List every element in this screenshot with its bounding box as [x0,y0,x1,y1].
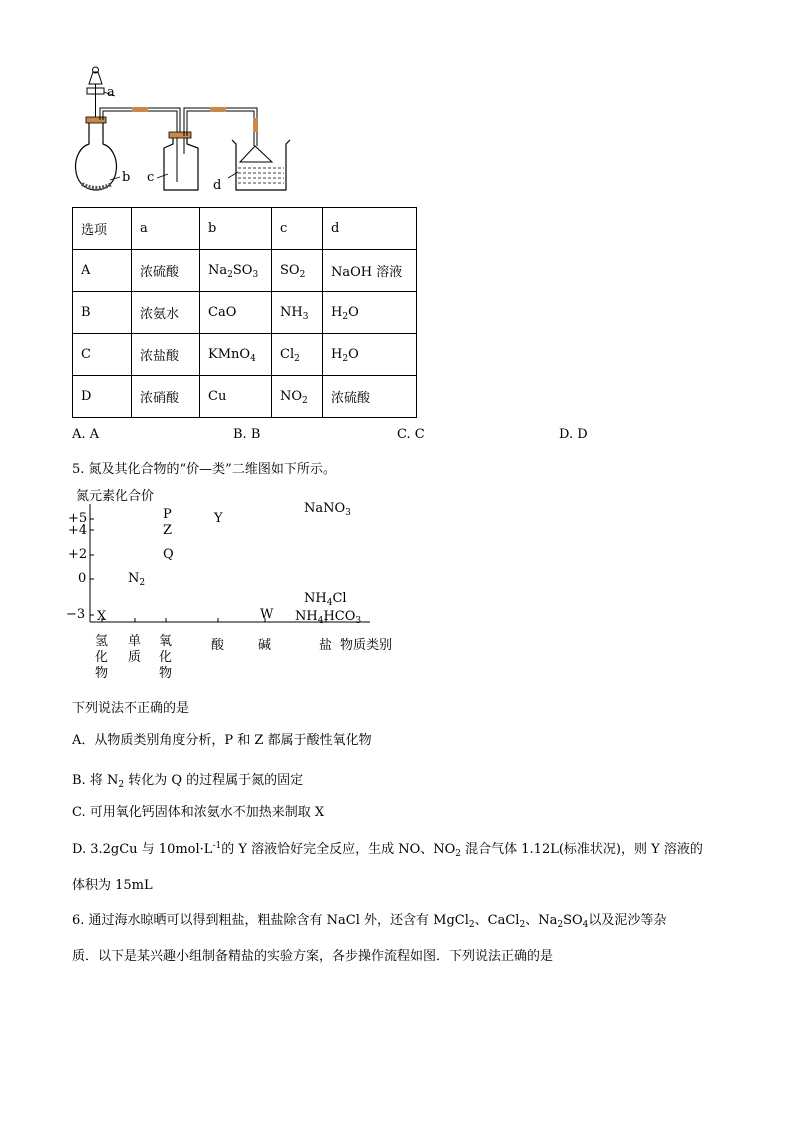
table-header-cell: a [132,208,200,250]
ytick-label: +5 [68,511,88,526]
table-cell: 浓硫酸 [323,376,417,418]
label-a: a [107,85,115,100]
label-c: c [147,170,155,185]
table-header-row [73,208,417,250]
point-label-nh4cl: $NH_4Cl$ [304,591,347,608]
table-cell: 浓硝酸 [132,376,200,418]
point-label-q: Q [163,547,174,562]
point-label-x: X [97,609,107,624]
q5-option-d-line1[interactable]: D. 3.2gCu 与 $10mol\cdot L^{-1}$的 Y 溶液恰好完全反应，生成 NO、$NO_2$ 混合气体 1.12L(标准状况)，则 Y 溶液的 [72,841,703,859]
table-cell: NaOH 溶液 [323,250,417,292]
table-row [73,334,417,376]
options-table [72,207,417,418]
table-cell: 浓硫酸 [132,250,200,292]
table-cell: $NH_3$ [272,292,323,334]
xcat-label: 氢化物 [95,634,109,681]
point-label-z: Z [163,523,173,538]
table-cell: B [73,292,132,334]
table-cell: $NO_2$ [272,376,323,418]
label-d: d [213,178,222,193]
table-row [73,292,417,334]
table-cell: Cu [200,376,272,418]
xcat-label: 酸 [211,638,225,653]
table-cell: $SO_2$ [272,250,323,292]
q5-option-a[interactable]: A．从物质类别角度分析，P 和 Z 都属于酸性氧化物 [72,733,372,748]
table-cell: 浓氨水 [132,292,200,334]
point-label-nh4hco3: $NH_4HCO_3$ [295,609,362,626]
table-header-cell: c [272,208,323,250]
table-header-cell: d [323,208,417,250]
label-b: b [122,170,131,185]
table-cell: CaO [200,292,272,334]
valence-class-chart [60,482,410,687]
table-cell: $H_2O$ [323,334,417,376]
table-header-cell: b [200,208,272,250]
table-cell: 浓盐酸 [132,334,200,376]
table-row [73,250,417,292]
choice-d[interactable]: D. D [559,427,588,442]
chart-xlabel: 物质类别 [340,638,393,653]
ytick-label: +2 [68,547,88,562]
q5-stem: 5. 氮及其化合物的“价—类”二维图如下所示。 [72,462,336,477]
point-label-nano3: NaNO$_3$ [304,501,351,518]
q5-option-b[interactable]: B. 将 $N_2$ 转化为 Q 的过程属于氮的固定 [72,773,304,790]
xcat-label: 单质 [128,634,142,665]
ytick-label: 0 [78,571,87,586]
xcat-label: 盐 [319,638,333,653]
table-cell: D [73,376,132,418]
table-cell: C [73,334,132,376]
point-label-y: Y [214,511,223,526]
chart-ylabel: 氮元素化合价 [76,489,155,504]
table-header-cell: 选项 [73,208,132,250]
choice-b[interactable]: B. B [233,427,261,442]
xcat-label: 氧化物 [159,634,173,681]
table-cell: $H_2O$ [323,292,417,334]
q5-option-c[interactable]: C. 可用氧化钙固体和浓氨水不加热来制取 X [72,805,325,820]
xcat-label: 碱 [258,638,272,653]
apparatus-diagram [60,62,300,202]
table-cell: $Na_2SO_3$ [200,250,272,292]
table-cell: KMnO$_4$ [200,334,272,376]
table-cell: $Cl_2$ [272,334,323,376]
q6-stem-line2: 质．以下是某兴趣小组制备精盐的实验方案，各步操作流程如图．下列说法正确的是 [72,949,554,964]
ytick-label: +4 [68,523,88,538]
ytick-label: −3 [66,607,86,622]
choice-c[interactable]: C. C [397,427,425,442]
q5-prompt: 下列说法不正确的是 [72,701,190,716]
point-label-p: P [163,507,172,522]
q6-stem-line1: 6. 通过海水晾晒可以得到粗盐，粗盐除含有 NaCl 外，还含有 MgCl$_2$、CaCl$_2$、$Na_2SO_4$以及泥沙等杂 [72,913,667,930]
point-label-n2: $N_2$ [128,571,146,588]
table-row [73,376,417,418]
point-label-w: W [260,607,274,622]
choice-a[interactable]: A. A [72,427,100,442]
q5-option-d-line2: 体积为 15mL [72,878,153,893]
table-cell: A [73,250,132,292]
